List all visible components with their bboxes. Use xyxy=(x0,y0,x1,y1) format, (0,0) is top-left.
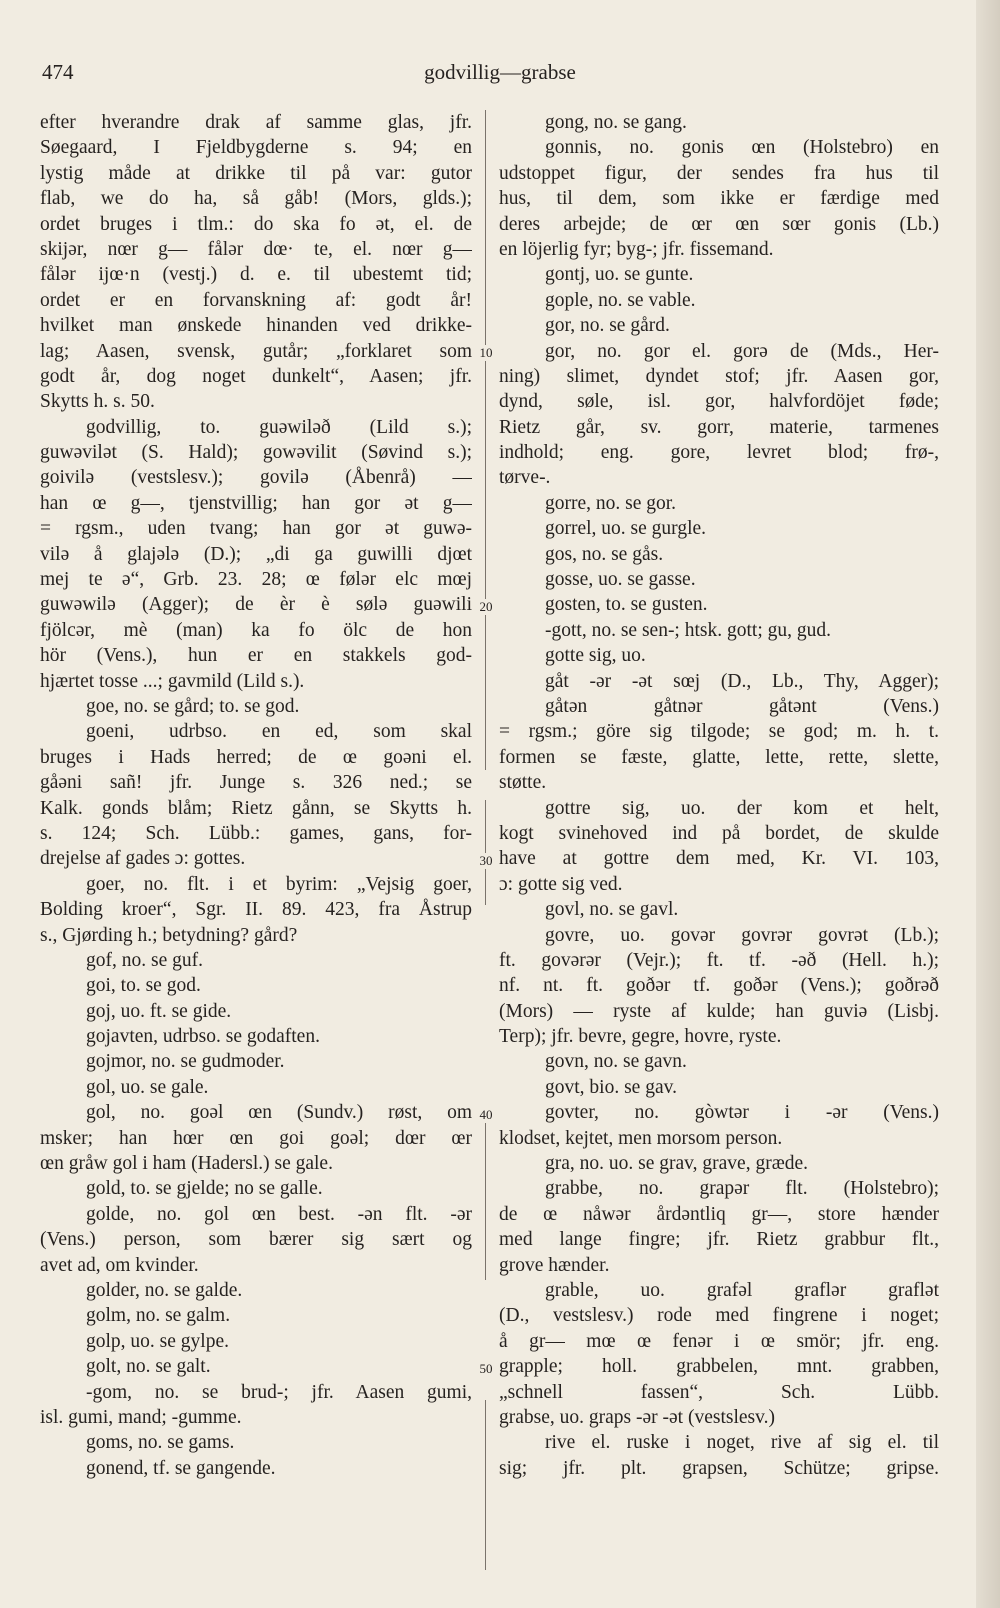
running-head: godvillig—grabse xyxy=(424,60,576,84)
text-line: isl. gumi, mand; -gumme. xyxy=(40,1406,242,1428)
text-line: Kalk. gonds blåm; Rietz gånn, se Skytts h. xyxy=(40,797,472,819)
text-line: gople, no. se vable. xyxy=(545,289,696,311)
text-line: skijər, nœr g— fålər dœ· te, el. nœr g— xyxy=(40,238,472,260)
text-line: gos, no. se gås. xyxy=(545,543,664,565)
text-line: guwəvilət (S. Hald); gowəvilit (Søvind s.); xyxy=(40,442,472,464)
text-line: gåtən gåtnər gåtənt (Vens.) xyxy=(545,695,939,717)
text-line: ɔ: gotte sig ved. xyxy=(499,873,623,895)
text-line: sig; jfr. plt. grapsen, Schütze; gripse. xyxy=(499,1457,939,1479)
column-divider xyxy=(485,1400,486,1570)
text-line: grove hænder. xyxy=(499,1254,610,1276)
text-line: gorre, no. se gor. xyxy=(545,492,677,514)
text-line: (D., vestslesv.) rode med fingrene i noget; xyxy=(499,1305,939,1327)
text-line: gonend, tf. se gangende. xyxy=(86,1457,276,1479)
text-line: „schnell fassen“, Sch. Lübb. xyxy=(499,1381,939,1403)
text-line: grabse, uo. graps -ər -ət (vestslesv.) xyxy=(499,1406,775,1428)
text-line: gold, to. se gjelde; no se galle. xyxy=(86,1178,323,1200)
text-line: gol, no. goəl œn (Sundv.) røst, om xyxy=(86,1102,472,1124)
text-line: = rgsm.; göre sig tilgode; se god; m. h. t. xyxy=(499,721,939,743)
text-line: govt, bio. se gav. xyxy=(545,1076,677,1098)
text-line: gonnis, no. gonis œn (Holstebro) en xyxy=(545,137,939,159)
scan-edge xyxy=(976,0,1000,1608)
text-line: de œ nåwər årdəntliq gr—, store hænder xyxy=(499,1203,939,1225)
text-line: govl, no. se gavl. xyxy=(545,899,679,921)
text-line: klodset, kejtet, men morsom person. xyxy=(499,1127,783,1149)
text-line: hus, til dem, som ikke er færdige med xyxy=(499,188,939,210)
text-line: hör (Vens.), hun er en stakkels god- xyxy=(40,645,472,667)
text-line: gåəni sañ! jfr. Junge s. 326 ned.; se xyxy=(40,772,472,794)
text-line: govter, no. gòwtər i -ər (Vens.) xyxy=(545,1102,939,1124)
text-line: Bolding kroer“, Sgr. II. 89. 423, fra Åstrup xyxy=(40,899,472,921)
text-line: tørve-. xyxy=(499,467,551,489)
text-line: gotte sig, uo. xyxy=(545,645,646,667)
text-line: udstoppet figur, der sendes fra hus til xyxy=(499,162,939,184)
text-line: ordet er en forvanskning af: godt år! xyxy=(40,289,472,311)
text-line: golt, no. se galt. xyxy=(86,1356,211,1378)
text-line: golde, no. gol œn best. -ən flt. -ər xyxy=(86,1203,472,1225)
text-line: Søegaard, I Fjeldbygderne s. 94; en xyxy=(40,137,472,159)
text-line: en löjerlig fyr; byg-; jfr. fissemand. xyxy=(499,238,774,260)
text-line: gottre sig, uo. der kom et helt, xyxy=(545,797,939,819)
text-line: gojavten, udrbso. se godaften. xyxy=(86,1026,320,1048)
text-line: -gom, no. se brud-; jfr. Aasen gumi, xyxy=(86,1381,472,1403)
text-line: goi, to. se god. xyxy=(86,975,201,997)
text-line: avet ad, om kvinder. xyxy=(40,1254,199,1276)
text-line: gor, no. gor el. gorə de (Mds., Her- xyxy=(545,340,939,362)
text-line: goivilə (vestslesv.); govilə (Åbenrå) — xyxy=(40,467,472,489)
page-number: 474 xyxy=(42,60,74,84)
text-line: dynd, søle, isl. gor, halvfordöjet føde; xyxy=(499,391,939,413)
text-line: gåt -ər -ət sœj (D., Lb., Thy, Agger); xyxy=(545,670,939,692)
text-line: gong, no. se gang. xyxy=(545,112,687,133)
left-column xyxy=(40,110,472,1481)
text-line: gosten, to. se gusten. xyxy=(545,594,708,616)
text-line: fålər ijœ·n (vestj.) d. e. til ubestemt tid; xyxy=(40,264,472,286)
text-line: gof, no. se guf. xyxy=(86,949,203,971)
text-line: govn, no. se gavn. xyxy=(545,1051,687,1073)
text-line: med lange fingre; jfr. Rietz grabbur flt., xyxy=(499,1229,939,1251)
text-line: han œ g—, tjenstvillig; han gor ət g— xyxy=(40,492,472,514)
column-divider xyxy=(485,110,486,770)
text-line: å gr— mœ œ fenər i œ smör; jfr. eng. xyxy=(499,1330,939,1352)
text-line: msker; han hœr œn goi goəl; dœr œr xyxy=(40,1127,472,1149)
text-line: (Mors) — ryste af kulde; han guviə (Lisbj. xyxy=(499,1000,939,1022)
text-line: govre, uo. govər govrər govrət (Lb.); xyxy=(545,924,939,946)
text-line: guwəwilə (Agger); de èr è sølə guəwili xyxy=(40,594,472,616)
text-line: (Vens.) person, som bærer sig sært og xyxy=(40,1229,472,1251)
text-line: gontj, uo. se gunte. xyxy=(545,264,694,286)
text-line: Terp); jfr. bevre, gegre, hovre, ryste. xyxy=(499,1026,782,1048)
line-number: 40 xyxy=(474,1107,498,1123)
text-line: ning) slimet, dyndet stof; jfr. Aasen gor, xyxy=(499,365,939,387)
line-number: 20 xyxy=(474,599,498,615)
text-line: s., Gjørding h.; betydning? gård? xyxy=(40,924,298,946)
text-line: mej te ə“, Grb. 23. 28; œ følər elc mœj xyxy=(40,569,472,591)
text-line: golder, no. se galde. xyxy=(86,1279,243,1301)
line-number: 10 xyxy=(474,345,498,361)
text-line: godt år, dog noget dunkelt“, Aasen; jfr. xyxy=(40,365,472,387)
text-line: golm, no. se galm. xyxy=(86,1305,231,1327)
text-line: golp, uo. se gylpe. xyxy=(86,1330,229,1352)
text-line: goms, no. se gams. xyxy=(86,1432,235,1454)
text-line: -gott, no. se sen-; htsk. gott; gu, gud. xyxy=(545,619,831,641)
text-line: rive el. ruske i noget, rive af sig el. til xyxy=(545,1432,939,1454)
text-line: deres arbejde; de œr œn sœr gonis (Lb.) xyxy=(499,213,939,235)
page-header xyxy=(40,60,960,90)
text-line: fjölcər, mè (man) ka fo ölc de hon xyxy=(40,619,472,641)
text-line: vilə å glajələ (D.); „di ga guwilli djœt xyxy=(40,543,472,565)
text-line: hvilket man ønskede hinanden ved drikke- xyxy=(40,315,472,337)
text-line: s. 124; Sch. Lübb.: games, gans, for- xyxy=(40,822,472,844)
text-line: Skytts h. s. 50. xyxy=(40,391,155,413)
text-line: grabbe, no. grapər flt. (Holstebro); xyxy=(545,1178,939,1200)
text-line: Rietz går, sv. gorr, materie, tarmenes xyxy=(499,416,939,438)
text-line: gra, no. uo. se grav, grave, græde. xyxy=(545,1153,808,1175)
text-line: godvillig, to. guəwiləð (Lild s.); xyxy=(86,416,472,438)
text-line: hjærtet tosse ...; gavmild (Lild s.). xyxy=(40,670,305,692)
text-line: goe, no. se gård; to. se god. xyxy=(86,695,300,717)
text-line: gor, no. se gård. xyxy=(545,315,670,337)
text-line: gol, uo. se gale. xyxy=(86,1076,209,1098)
text-line: ordet bruges i tlm.: do ska fo ət, el. de xyxy=(40,213,472,235)
text-line: grable, uo. grafəl graflər graflət xyxy=(545,1279,939,1301)
text-line: goer, no. flt. i et byrim: „Vejsig goer, xyxy=(86,873,472,895)
text-line: ft. govərər (Vejr.); ft. tf. -əð (Hell. h.); xyxy=(499,949,939,971)
text-line: have at gottre dem med, Kr. VI. 103, xyxy=(499,848,939,870)
text-line: goj, uo. ft. se gide. xyxy=(86,1000,232,1022)
text-line: drejelse af gades ɔ: gottes. xyxy=(40,848,246,870)
text-line: formen se fæste, glatte, lette, rette, slette, xyxy=(499,746,939,768)
right-column xyxy=(499,110,939,1481)
text-line: lag; Aasen, svensk, gutår; „forklaret som xyxy=(40,340,472,362)
text-line: goeni, udrbso. en ed, som skal xyxy=(86,721,472,743)
text-line: gosse, uo. se gasse. xyxy=(545,569,696,591)
text-line: efter hverandre drak af samme glas, jfr. xyxy=(40,112,472,133)
text-line: indhold; eng. gore, levret blod; frø-, xyxy=(499,442,939,464)
text-line: grapple; holl. grabbelen, mnt. grabben, xyxy=(499,1356,939,1378)
text-line: flab, we do ha, så gåb! (Mors, glds.); xyxy=(40,188,472,210)
text-line: = rgsm., uden tvang; han gor ət guwə- xyxy=(40,518,472,540)
text-line: kogt svinehoved ind på bordet, de skulde xyxy=(499,822,939,844)
line-number: 30 xyxy=(474,853,498,869)
text-line: gorrel, uo. se gurgle. xyxy=(545,518,707,540)
line-number: 50 xyxy=(474,1361,498,1377)
text-line: nf. nt. ft. goðər tf. goðər (Vens.); goðrəð xyxy=(499,975,939,997)
text-line: gojmor, no. se gudmoder. xyxy=(86,1051,285,1073)
column-divider xyxy=(485,1120,486,1280)
text-line: lystig måde at drikke til på var: gutor xyxy=(40,162,472,184)
text-line: bruges i Hads herred; de œ goəni el. xyxy=(40,746,472,768)
text-line: støtte. xyxy=(499,772,547,794)
text-line: œn gråw gol i ham (Hadersl.) se gale. xyxy=(40,1153,333,1175)
